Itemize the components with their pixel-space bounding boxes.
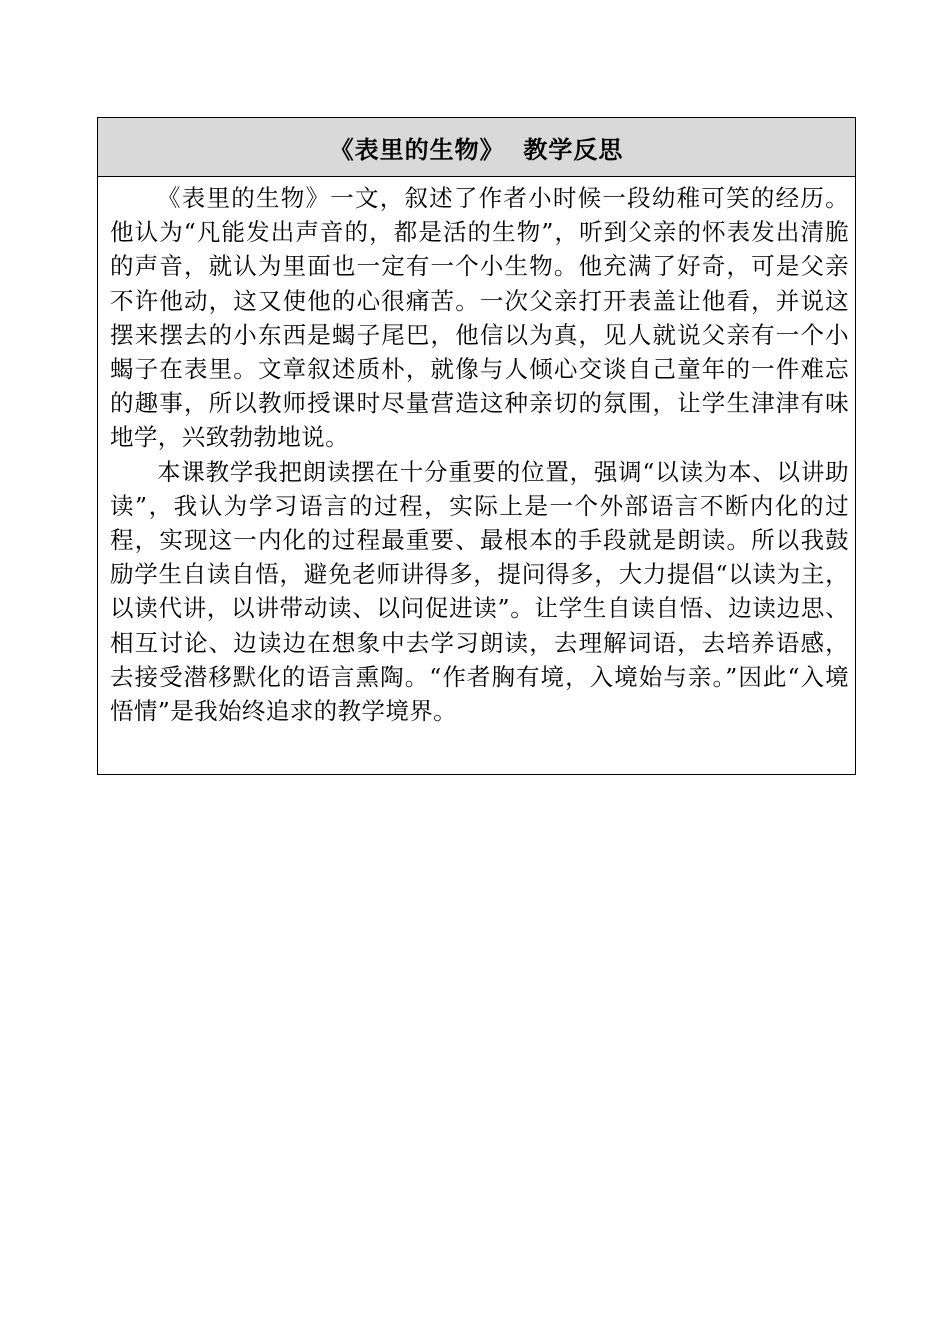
reflection-table — [97, 117, 856, 775]
paragraph-2: 本课教学我把朗读摆在十分重要的位置，强调“以读为本、以讲助读”，我认为学习语言的过程，实际上是一个外部语言不断内化的过程，实现这一内化的过程最重要、最根本的手段就是朗读。所以我鼓励学生自读自悟，避免老师讲得多，提问得多，大力提倡“以读为主，以读代讲，以讲带动读、以问促进读”。让学生自读自悟、边读边思、相互讨论、边读边在想象中去学习朗读，去理解词语，去培养语感，去接受潜移默化的语言熏陶。“作者胸有境，入境始与亲。”因此“入境悟情”是我始终追求的教学境界。 — [110, 457, 849, 726]
title-cell — [98, 118, 855, 177]
document-title: 《表里的生物》 教学反思 — [329, 135, 624, 164]
paragraph-1: 《表里的生物》一文，叙述了作者小时候一段幼稚可笑的经历。他认为“凡能发出声音的，都是活的生物”，听到父亲的怀表发出清脆的声音，就认为里面也一定有一个小生物。他充满了好奇，可是父亲不许他动，这又使他的心很痛苦。一次父亲打开表盖让他看，并说这摆来摆去的小东西是蝎子尾巴，他信以为真，见人就说父亲有一个小蝎子在表里。文章叙述质朴，就像与人倾心交谈自己童年的一件难忘的趣事，所以教师授课时尽量营造这种亲切的氛围，让学生津津有味地学，兴致勃勃地说。 — [110, 184, 849, 452]
content-cell — [98, 177, 855, 774]
